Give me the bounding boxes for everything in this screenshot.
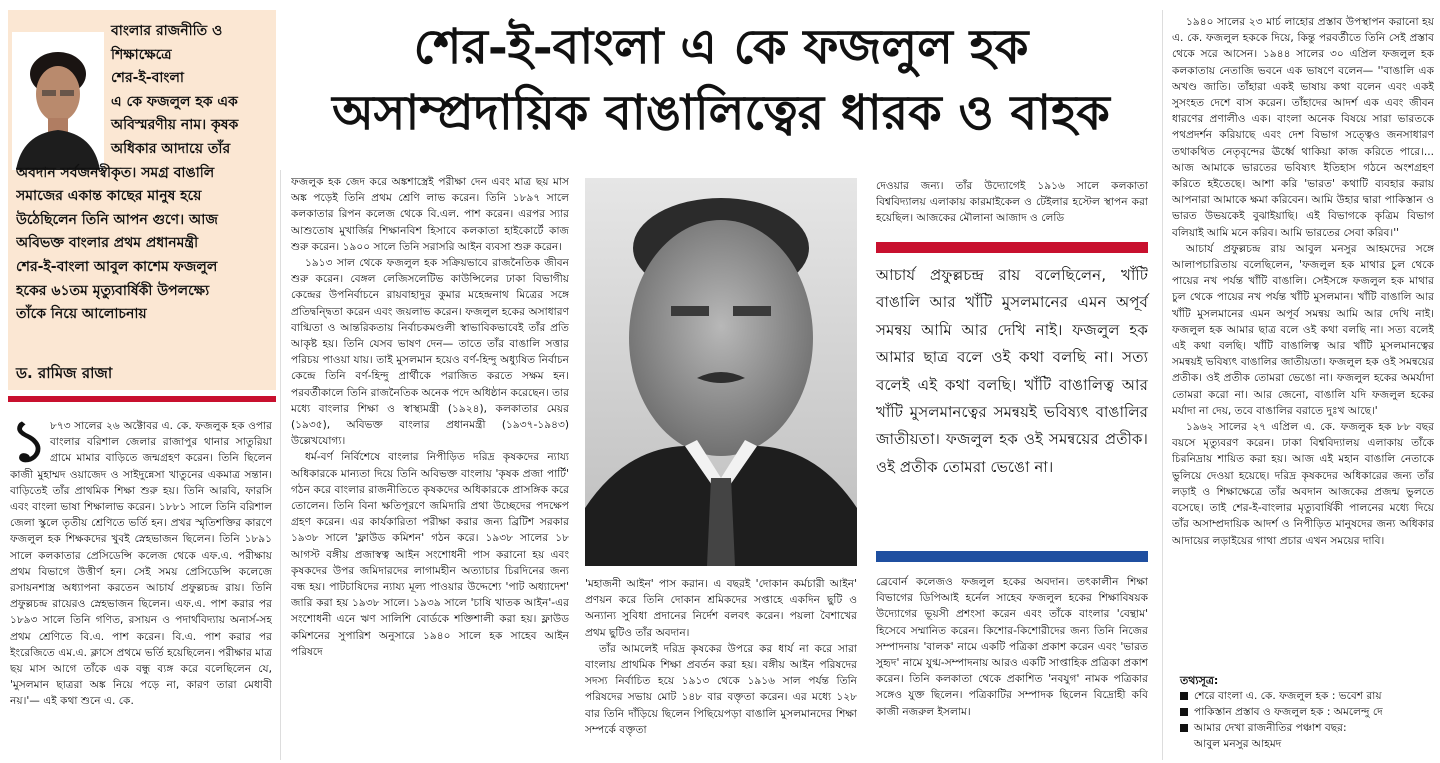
column-3-bottom [585, 576, 857, 758]
column-1 [10, 418, 272, 758]
intro-line: হকের ৬১তম মৃত্যুবার্ষিকী উপলক্ষ্যে [16, 282, 210, 299]
intro-line: এ কে ফজলুল হক এক [111, 93, 238, 110]
source-text: পাকিস্তান প্রস্তাব ও ফজলুল হক : অমলেন্দু দে [1194, 706, 1383, 718]
column-5 [1172, 14, 1434, 670]
intro-line: অবিস্মরণীয় নাম। কৃষক [111, 117, 239, 134]
source-item-continued [1194, 736, 1281, 752]
square-bullet-icon [1180, 708, 1188, 716]
paragraph: ধর্ম-বর্ণ নির্বিশেষে বাংলার নিপীড়িত দরিদ্র কৃষকদের ন্যায্য অধিকারকে মান্যতা দিয়ে তিনি অবিভক্ত বাংলায় 'কৃষক প্রজা পার্টি' গঠন করে বাংলার রাজনীতিতে কৃষকদের অধিকারকে প্রাসঙ্গিক করে তোলেন। তিনি বিনা ক্ষতিপূরণে জমিদারি প্রথা উচ্ছেদের পদক্ষেপ গ্রহণ করেন। এর কার্যকারিতা পরীক্ষা করার জন্য ব্রিটিশ সরকার ১৯৩৮ সালে 'ফ্লাউড কমিশন' গঠন করে। ১৯৩৮ সালের ১৮ আগস্ট বঙ্গীয় প্রজাস্বত্ব আইন সংশোধনী পাস করানো হয় এবং কৃষকদের উপর জমিদারদের লাগামহীন অত্যাচার চিরদিনের জন্য বন্ধ হয়। পাটচাষিদের ন্যায্য মূল্য পাওয়ার উদ্দেশ্যে 'পাট অধ্যাদেশ' জারি করা হয় ১৯৩৮ সালে। ১৯৩৯ সালে 'চাষি খাতক আইন'-এর সংশোধনী এনে ঋণ সালিশি বোর্ডকে শক্তিশালী করা হয়। ফ্লাউড কমিশনের সুপারিশ অনুসারে ১৯৪০ সালে হক সাহেব আইন পরিষদে [291, 451, 569, 658]
intro-line: বাংলার রাজনীতি ও [111, 23, 223, 39]
blue-quote-bar [876, 551, 1148, 562]
column-4-bottom [876, 574, 1148, 758]
paragraph: ১৯৪০ সালের ২৩ মার্চ লাহোর প্রস্তাব উপস্থাপন করানো হয় এ. কে. ফজলুল হককে দিয়ে, কিন্তু পরবর্তীতে তিনি সেই প্রস্তাব থেকে সরে আসেন। ১৯৪৪ সালের ৩০ এপ্রিল ফজলুল হক কলকাতায় নেতাজি ভবনে এক ভাষণে বলেন— ''বাঙালি এক অখণ্ড জাতি। তাঁহারা একই ভাষায় কথা বলেন এবং একই সুসংহত দেশে বাস করেন। তাঁহাদের আদর্শ এক এবং জীবন ধারণের প্রণালীও এক। বাংলা অনেক বিষয়ে সারা ভারতকে পথপ্রদর্শন করিয়াছে এবং দেশ বিভাগ সত্ত্বেও জনসাধারণ তথাকথিত নেতৃবৃন্দের ঊর্ধ্বে থাকিয়া কাজ করিতে পারে।... আজ আমাকে ভারতের ভবিষ্যৎ ইতিহাস গঠনে অংশগ্রহণ করিতে হইতেছে। আশা করি 'ভারত' কথাটি ব্যবহার করায় আপনারা আমাকে ক্ষমা করিবেন। আমি উহার দ্বারা পাকিস্তান ও ভারত উভয়কেই বুঝাইয়াছি। এই বিভাগকে কৃত্রিম বিভাগ বলিয়াই আমি মনে করিব। আমি ভারতের সেবা করিব।'' [1172, 16, 1434, 239]
red-quote-bar [876, 242, 1148, 253]
source-item [1180, 688, 1382, 704]
headline [286, 16, 1156, 148]
column-1-text: ৮৭৩ সালের ২৬ অক্টোবর এ. কে. ফজলুক হক ওপার বাংলার বরিশাল জেলার রাজাপুর থানার সাতুরিয়া গ্রামে মামার বাড়িতে জন্মগ্রহণ করেন। তিনি ছিলেন কাজী মুহাম্মদ ওয়াজেদ ও সাইদুন্নেসা খাতুনের একমাত্র সন্তান। বাড়িতেই তাঁর প্রাথমিক শিক্ষা শুরু হয়। তিনি আরবি, ফারসি এবং বাংলা ভাষা শিক্ষালাভ করেন। ১৮৮১ সালে তিনি বরিশাল জেলা স্কুলে তৃতীয় শ্রেণিতে ভর্তি হন। প্রখর স্মৃতিশক্তির কারণে ফজলুল হক শিক্ষকদের খুবই স্নেহভাজন ছিলেন। তিনি ১৮৯১ সালে কলকাতার প্রেসিডেন্সি কলেজ থেকে এফ.এ. পরীক্ষায় প্রথম বিভাগে উত্তীর্ণ হন। সেই সময় প্রেসিডেন্সি কলেজে রসায়নশাস্ত্র অধ্যাপনা করতেন আচার্য প্রফুল্লচন্দ্র রায়। তিনি প্রফুল্লচন্দ্র রায়েরও স্নেহভাজন ছিলেন। এফ.এ. পাশ করার পর ১৮৯৩ সালে তিনি গণিত, রসায়ন ও পদার্থবিদ্যায় অনার্স-সহ প্রথম শ্রেণিতে বি.এ. পাশ করেন। বি.এ. পাশ করার পর ইংরেজিতে এম.এ. ক্লাসে প্রথমে ভর্তি হয়েছিলেন। পরীক্ষার মাত্র ছয় মাস আগে তাঁকে এক বন্ধু ব্যঙ্গ করে বলেছিলেন যে, 'মুসলমান ছাত্ররা অঙ্ক নিয়ে পড়ে না, কারণ তারা মেধাবী নয়।'— এই কথা শুনে এ. কে. [10, 420, 272, 708]
headline-line-2: অসাম্প্রদায়িক বাঙালিত্বের ধারক ও বাহক [332, 85, 1110, 141]
portrait-photo [585, 178, 857, 566]
paragraph: ১৯১৩ সাল থেকে ফজলুল হক সক্রিয়ভাবে রাজনৈতিক জীবন শুরু করেন। বেঙ্গল লেজিসলেটিভ কাউন্সিলের ঢাকা বিভাগীয় কেন্দ্রের উপনির্বাচনে রায়বাহাদুর কুমার মহেন্দ্রনাথ মিত্রের সঙ্গে প্রতিদ্বন্দ্বিতা করেন এবং জয়লাভ করেন। ফজলুল হকের অসাধারণ বাগ্মিতা ও আন্তরিকতায় নির্বাচকমণ্ডলী স্বাভাবিকভাবেই তাঁর প্রতি আকৃষ্ট হয়। তিনি যেসব ভাষণ দেন— তাতে তাঁর বাঙালি সত্তার পরিচয় পাওয়া যায়। তাই মুসলমান হয়েও বর্ণ-হিন্দু অধ্যুষিত নির্বাচন কেন্দ্রে তিনি বর্ণ-হিন্দু প্রার্থীকে পরাজিত করতে সক্ষম হন। পরবর্তীকালে তিনি রাজনৈতিক অনেক পদে অধিষ্ঠান করেছেন। তার মধ্যে বাংলার শিক্ষা ও স্বাস্থ্যমন্ত্রী (১৯২৪), কলকাতার মেয়র (১৯৩৫), অবিভক্ত বাংলার প্রধানমন্ত্রী (১৯৩৭-১৯৪৩) উল্লেখযোগ্য। [291, 257, 569, 448]
intro-line: অবদান সর্বজনস্বীকৃত। সমগ্র বাঙালি [16, 164, 215, 181]
square-bullet-icon [1180, 692, 1188, 700]
column-4-bottom-text: ব্রেবোর্ন কলেজও ফজলুল হকের অবদান। তৎকালীন শিক্ষা বিভাগের ডিপিআই হর্নেল সাহেব ফজলুল হকের শিক্ষাবিষয়ক উদ্যোগের ভূয়সী প্রশংসা করেন এবং তাঁকে বাংলার 'বেন্থাম' হিসেবে সম্মানিত করেন। কিশোর-কিশোরীদের জন্য তিনি নিজের সম্পাদনায় 'বালক' নামে একটি পত্রিকা প্রকাশ করেন এবং 'ভারত সুহৃদ' নামে যুগ্ম-সম্পাদনায় আরও একটি সাপ্তাহিক প্রত্রিকা প্রকাশ করেন। তিনি কলকাতা থেকে প্রকাশিত 'নবযুগ' নামক পত্রিকার সঙ্গেও যুক্ত ছিলেন। পত্রিকাটির সম্পাদক ছিলেন বিদ্রোহী কবি কাজী নজরুল ইসলাম। [876, 576, 1148, 718]
paragraph: ১৯৬২ সালের ২৭ এপ্রিল এ. কে. ফজলুক হক ৮৮ বছর বয়সে মৃত্যুবরণ করেন। ঢাকা বিশ্ববিদ্যালয় এলাকায় তাঁকে চিরনিদ্রায় শায়িত করা হয়। আজ এই মহান বাঙালি নেতাকে ভুলিয়ে দেওয়া হয়েছে। দরিদ্র কৃষকদের অধিকারের জন্য তাঁর লড়াই ও শিক্ষাক্ষেত্রে তাঁর অবদান আজকের প্রজন্ম ভুলতে বসেছে। তাই শের-ই-বাংলার মৃত্যুবার্ষিকী পালনের মধ্যে দিয়ে তাঁর অসাম্প্রদায়িক আদর্শ ও নিপীড়িত মানুষদের জন্য অধিকার আদায়ের লড়াইয়ের গাথা প্রচার এখন সময়ের দাবি। [1172, 421, 1434, 547]
source-text: আবুল মনসুর আহমদ [1194, 738, 1282, 750]
paragraph: আচার্য প্রফুল্লচন্দ্র রায় আবুল মনসুর আহমদের সঙ্গে আলাপচারিতায় বলেছিলেন, 'ফজলুল হক মাথার চুল থেকে পায়ের নখ পর্যন্ত খাঁটি বাঙালি। সেইসঙ্গে ফজলুল হক মাথার চুল থেকে পায়ের নখ পর্যন্ত খাঁটি মুসলমান। খাঁটি বাঙালি আর খাঁটি মুসলমানের এমন অপূর্ব সমন্বয় আমি আর দেখি নাই। ফজলুল হক আমার ছাত্র বলে ওই কথা বলছি না। সত্য বলেই এই কথা বলছি। খাঁটি বাঙালিত্ব আর খাঁটি মুসলমানত্বের সমন্বয়ই ভবিষ্যৎ বাঙালির জাতীয়তা। ফজলুল হক ওই সমন্বয়ের প্রতীক। ওই প্রতীক তোমরা ভেঙো না। ফজলুল হকের অমর্যাদা তোমরা করো না। আর জেনো, বাঙালি যদি ফজলুল হকের মর্যাদা না দেয়, তবে বাঙালির বরাতে দুঃখ আছে।' [1172, 242, 1434, 417]
pull-quote: আচার্য প্রফুল্লচন্দ্র রায় বলেছিলেন, খাঁটি বাঙালি আর খাঁটি মুসলমানের এমন অপূর্ব সমন্বয় আমি আর দেখি নাই। ফজলুল হক আমার ছাত্র বলে ওই কথা বলছি না। সত্য বলেই এই কথা বলছি। খাঁটি বাঙালিত্ব আর খাঁটি মুসলমানত্বের সমন্বয়ই ভবিষ্যৎ বাঙালির জাতীয়তা। ফজলুল হক ওই সমন্বয়ের প্রতীক। ওই প্রতীক তোমরা ভেঙো না। [876, 266, 1148, 476]
source-text: আমার দেখা রাজনীতির পঞ্চাশ বছর: [1194, 722, 1347, 734]
sources-title: তথ্যসূত্র: [1180, 674, 1219, 687]
source-text: শেরে বাংলা এ. কে. ফজলুল হক : ভবেশ রায় [1194, 690, 1382, 702]
intro-line: শের-ই-বাংলা আবুল কাশেম ফজলুল [16, 258, 218, 275]
intro-line: শের-ই-বাংলা [111, 70, 184, 87]
column-rule [280, 170, 281, 760]
intro-line: তাঁকে নিয়ে আলোচনায় [16, 306, 147, 323]
column-2 [291, 174, 569, 758]
drop-cap: ১ [10, 407, 48, 475]
paragraph: ফজলুক হক জেদ করে অঙ্কশাস্ত্রেই পরীক্ষা দেন এবং মাত্র ছয় মাস অঙ্ক পড়েই তিনি প্রথম শ্রেণি লাভ করেন। তিনি ১৮৯৭ সালে কলকাতার রিপন কলেজ থেকে বি.এল. পাশ করেন। এরপর স্যার আশুতোষ মুখার্জির শিক্ষানবিশ হিসাবে কলকাতা হাইকোর্টে কাজ শুরু করেন। ১৯০০ সালে তিনি সরাসরি আইন ব্যবসা শুরু করেন। [291, 176, 569, 253]
drop-cap-spacer [10, 418, 50, 466]
intro-line: অবিভক্ত বাংলার প্রথম প্রধানমন্ত্রী [16, 235, 199, 252]
intro-line: অধিকার আদায়ে তাঁর [111, 140, 231, 157]
column-4-top [876, 178, 1148, 230]
red-divider-bar [8, 396, 276, 402]
headline-line-1: শের-ই-বাংলা এ কে ফজলুল হক [413, 19, 1029, 75]
intro-line: উঠেছিলেন তিনি আপন গুণে। আজ [16, 211, 218, 228]
intro-line: শিক্ষাক্ষেত্রে [111, 46, 172, 63]
column-rule [1162, 10, 1163, 760]
paragraph: তাঁর আমলেই দরিদ্র কৃষকের উপরে কর ধার্য না করে সারা বাংলায় প্রাথমিক শিক্ষা প্রবর্তন করা হয়। বঙ্গীয় আইন পরিষদের সদস্য নির্বাচিত হয়ে ১৯১৩ থেকে ১৯১৬ সাল পর্যন্ত তিনি পরিষদের সভায় মোট ১৪৮ বার বক্তৃতা করেন। এর মধ্যে ১২৮ বার তিনি দাঁড়িয়ে ছিলেন পিছিয়েপড়া বাঙালি মুসলমানদের শিক্ষা সম্পর্কে বক্তৃতা [585, 642, 857, 736]
intro-line: সমাজের একান্ত কাছের মানুষ হয়ে [16, 188, 202, 205]
square-bullet-icon [1180, 724, 1188, 732]
source-item [1180, 720, 1347, 736]
column-4-top-text: দেওয়ার জন্য। তাঁর উদ্যোগেই ১৯১৬ সালে কলকাতা বিশ্ববিদ্যালয় এলাকায় কারমাইকেল ও টেইলার হস্টেল স্থাপন করা হয়েছিল। আজকের মৌলানা আজাদ ও লেডি [876, 180, 1148, 225]
intro-text [16, 20, 274, 327]
source-item [1180, 704, 1383, 720]
author-name: ড. রামিজ রাজা [16, 364, 113, 382]
paragraph: 'মহাজনী আইন' পাস করান। এ বছরই 'দোকান কর্মচারী আইন' প্রণয়ন করে তিনি দোকান শ্রমিকদের সপ্তাহে একদিন ছুটি ও অন্যান্য সুবিধা প্রদানের নির্দেশ বলবৎ করেন। পয়লা বৈশাখের প্রথম ছুটিও তাঁর অবদান। [585, 578, 857, 639]
